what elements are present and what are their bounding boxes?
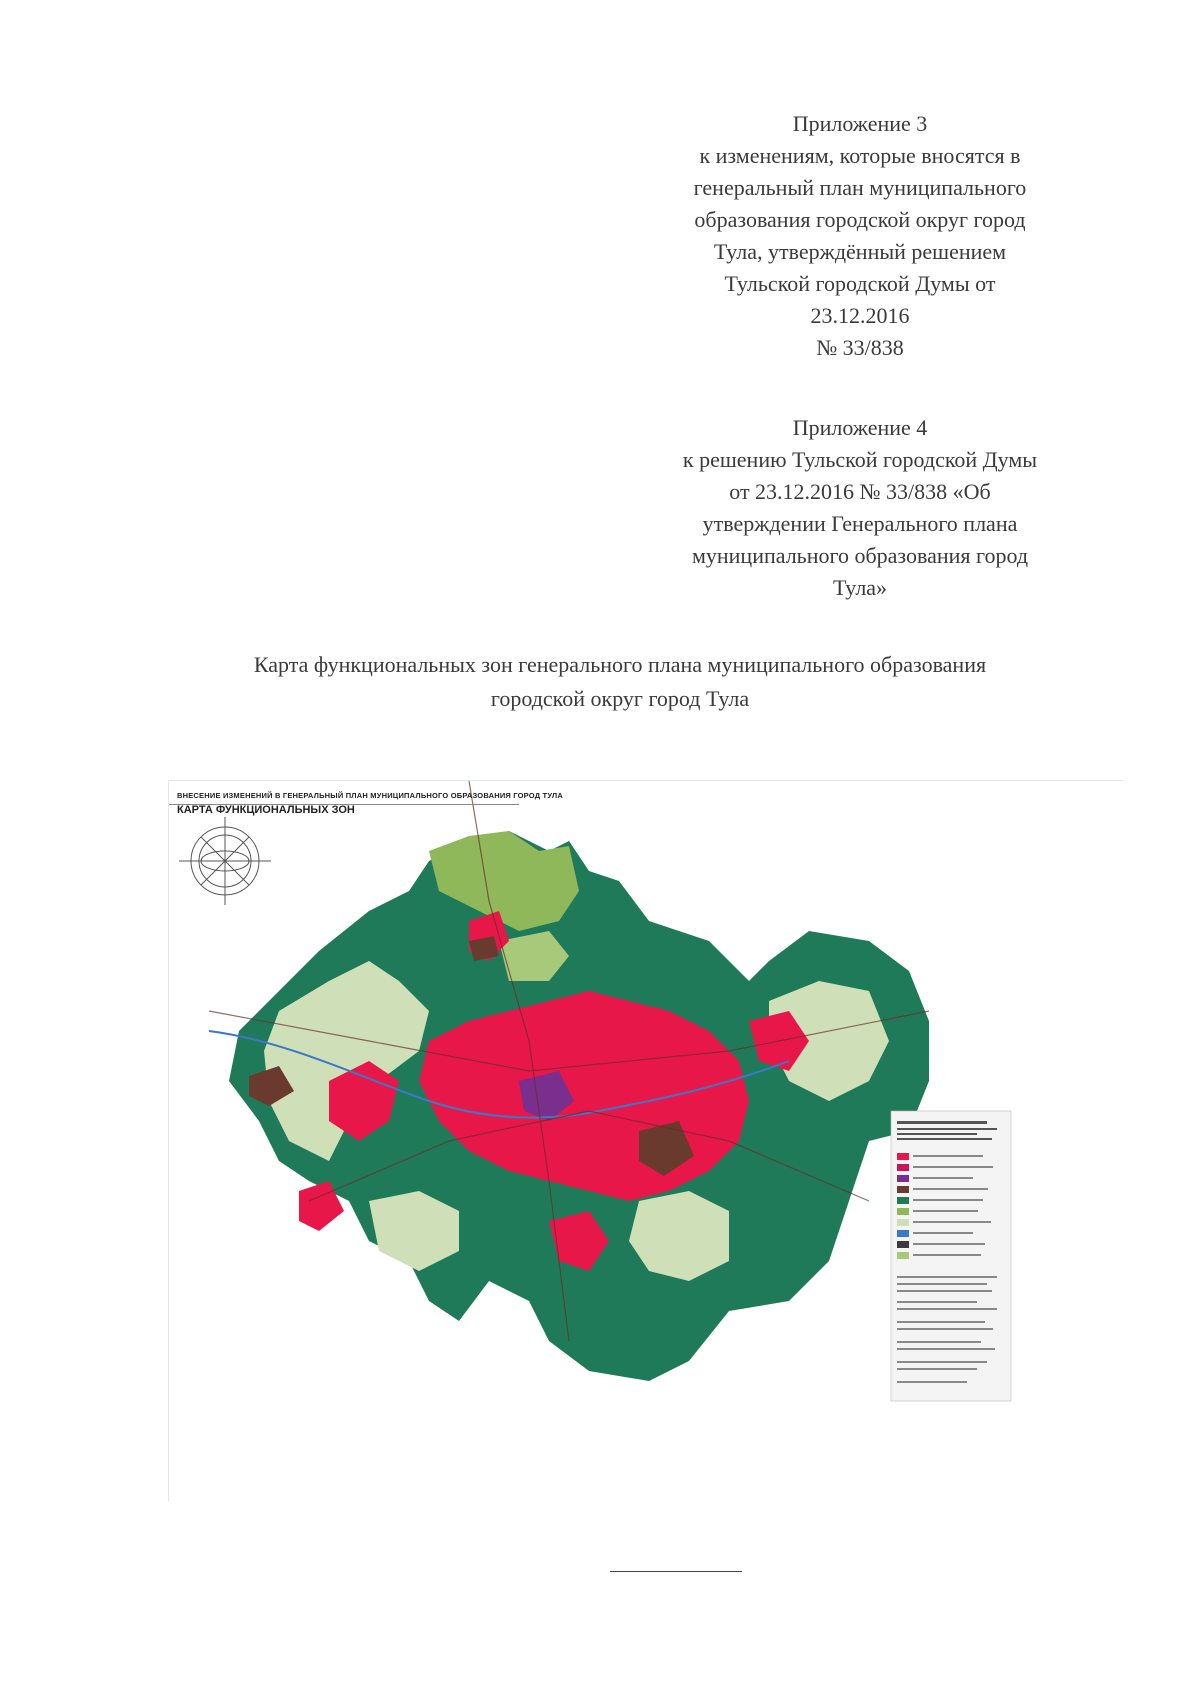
map-header [177, 791, 563, 816]
document-title-line-1: Карта функциональных зон генерального плана муниципального образования [253, 652, 987, 677]
appendix-4-line: утверждении Генерального плана [702, 511, 1018, 536]
compass-rose-icon [179, 817, 271, 905]
map-header-rule [169, 804, 519, 805]
appendix-4-line: Приложение 4 [792, 415, 928, 440]
appendix-3-line: к изменениям, которые вносятся в [699, 143, 1021, 168]
map-image [168, 780, 1123, 1501]
appendix-3-line: Приложение 3 [792, 111, 928, 136]
footer-rule [610, 1571, 742, 1572]
appendix-3-line: 23.12.2016 [810, 303, 910, 328]
appendix-4-line: от 23.12.2016 № 33/838 «Об [729, 479, 991, 504]
appendix-4-line: Тула» [832, 575, 888, 600]
appendix-3-line: образования городской округ город [694, 207, 1026, 232]
appendix-3-line: № 33/838 [816, 335, 904, 360]
appendix-4-line: к решению Тульской городской Думы [682, 447, 1038, 472]
appendix-3-line: генеральный план муниципального [693, 175, 1027, 200]
appendix-3-line: Тула, утверждённый решением [713, 239, 1007, 264]
map-legend [891, 1111, 1011, 1401]
functional-zones-map [169, 781, 1123, 1501]
document-title-line-2: городской округ город Тула [490, 686, 750, 711]
map-header-title: КАРТА ФУНКЦИОНАЛЬНЫХ ЗОН [177, 804, 355, 816]
appendix-3-line: Тульской городской Думы от [724, 271, 996, 296]
map-header-subtitle: ВНЕСЕНИЕ ИЗМЕНЕНИЙ В ГЕНЕРАЛЬНЫЙ ПЛАН МУНИЦИПАЛЬНОГО ОБРАЗОВАНИЯ ГОРОД ТУЛА [177, 791, 563, 800]
document-title [120, 648, 1120, 716]
appendix-3-block [600, 108, 1120, 364]
appendix-4-line: муниципального образования город [691, 543, 1029, 568]
appendix-4-block [600, 412, 1120, 604]
